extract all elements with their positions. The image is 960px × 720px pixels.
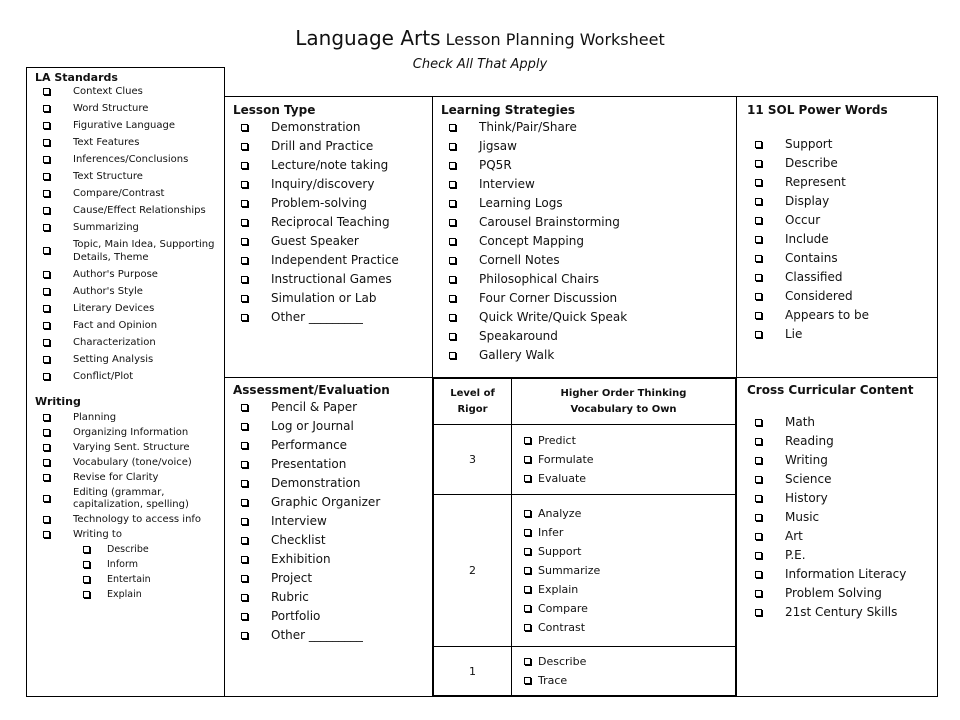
checkbox-icon[interactable] xyxy=(241,257,248,264)
checklist-item[interactable]: Compare xyxy=(512,602,735,616)
checklist-item[interactable]: Demonstration xyxy=(233,120,432,135)
checkbox-icon[interactable] xyxy=(449,200,456,207)
writing-list xyxy=(35,412,224,541)
checklist-item[interactable]: Editing (grammar, capitalization, spelling) xyxy=(35,487,224,511)
checkbox-icon[interactable] xyxy=(43,88,50,95)
la-standards-panel xyxy=(26,67,225,697)
la-standards-header: LA Standards xyxy=(35,71,118,84)
rigor-table xyxy=(433,378,736,696)
checklist-item[interactable]: Cause/Effect Relationships xyxy=(35,204,224,217)
cross-curricular-panel xyxy=(736,377,938,697)
checkbox-icon[interactable] xyxy=(241,537,248,544)
checkbox-icon[interactable] xyxy=(43,305,50,312)
checkbox-icon[interactable] xyxy=(43,459,50,466)
checkbox-icon[interactable] xyxy=(524,624,531,631)
checkbox-icon[interactable] xyxy=(755,198,762,205)
checkbox-icon[interactable] xyxy=(43,495,50,502)
checkbox-icon[interactable] xyxy=(755,293,762,300)
rigor-level-cell: 3 xyxy=(434,425,512,495)
checklist-item[interactable]: Four Corner Discussion xyxy=(441,291,736,306)
checkbox-icon[interactable] xyxy=(43,190,50,197)
checklist-item[interactable]: Writing to xyxy=(35,529,224,541)
checklist-item[interactable]: Display xyxy=(747,194,937,209)
checklist-item[interactable]: 21st Century Skills xyxy=(747,605,937,620)
checklist-item[interactable]: Support xyxy=(747,137,937,152)
checkbox-icon[interactable] xyxy=(449,162,456,169)
checkbox-icon[interactable] xyxy=(241,181,248,188)
checkbox-icon[interactable] xyxy=(43,288,50,295)
checklist-item[interactable]: P.E. xyxy=(747,548,937,563)
checkbox-icon[interactable] xyxy=(449,295,456,302)
checkbox-icon[interactable] xyxy=(524,475,531,482)
checklist-item[interactable]: Appears to be xyxy=(747,308,937,323)
checkbox-icon[interactable] xyxy=(755,533,762,540)
checkbox-icon[interactable] xyxy=(43,322,50,329)
checklist-item[interactable]: Contrast xyxy=(512,621,735,635)
checkbox-icon[interactable] xyxy=(241,442,248,449)
checkbox-icon[interactable] xyxy=(755,609,762,616)
checklist-item[interactable]: Evaluate xyxy=(512,472,735,486)
checklist-item[interactable]: Include xyxy=(747,232,937,247)
checkbox-icon[interactable] xyxy=(43,224,50,231)
checkbox-icon[interactable] xyxy=(43,356,50,363)
checklist-item[interactable]: Text Structure xyxy=(35,170,224,183)
checklist-item[interactable]: Instructional Games xyxy=(233,272,432,287)
checklist-item[interactable]: Music xyxy=(747,510,937,525)
checklist-item[interactable]: Inform xyxy=(75,559,224,570)
checkbox-icon[interactable] xyxy=(449,257,456,264)
lesson-type-header: Lesson Type xyxy=(233,103,316,117)
checklist-item[interactable]: Formulate xyxy=(512,453,735,467)
checkbox-icon[interactable] xyxy=(43,444,50,451)
checkbox-icon[interactable] xyxy=(755,217,762,224)
checkbox-icon[interactable] xyxy=(524,548,531,555)
checklist-item[interactable]: Interview xyxy=(441,177,736,192)
checklist-item[interactable]: Lie xyxy=(747,327,937,342)
checkbox-icon[interactable] xyxy=(241,613,248,620)
checklist-item[interactable]: Graphic Organizer xyxy=(233,495,432,510)
checkbox-icon[interactable] xyxy=(241,461,248,468)
checklist-item[interactable]: Explain xyxy=(512,583,735,597)
checklist-item[interactable]: Cornell Notes xyxy=(441,253,736,268)
lesson-type-list xyxy=(233,120,432,325)
checkbox-icon[interactable] xyxy=(241,276,248,283)
checklist-item[interactable]: Portfolio xyxy=(233,609,432,624)
checklist-item[interactable]: Context Clues xyxy=(35,85,224,98)
checkbox-icon[interactable] xyxy=(43,531,50,538)
checkbox-icon[interactable] xyxy=(449,333,456,340)
checklist-item[interactable]: Project xyxy=(233,571,432,586)
checklist-item[interactable]: Conflict/Plot xyxy=(35,370,224,383)
checklist-item[interactable]: Explain xyxy=(75,589,224,600)
checklist-item[interactable]: Planning xyxy=(35,412,224,424)
checklist-item[interactable]: Reciprocal Teaching xyxy=(233,215,432,230)
checklist-item[interactable]: Quick Write/Quick Speak xyxy=(441,310,736,325)
checkbox-icon[interactable] xyxy=(43,474,50,481)
assessment-header: Assessment/Evaluation xyxy=(233,383,390,397)
checklist-item[interactable]: Describe xyxy=(512,655,735,669)
checkbox-icon[interactable] xyxy=(755,141,762,148)
title-rest: Lesson Planning Worksheet xyxy=(445,30,665,49)
checklist-item[interactable]: Science xyxy=(747,472,937,487)
checkbox-icon[interactable] xyxy=(524,567,531,574)
checklist-item[interactable]: Independent Practice xyxy=(233,253,432,268)
checkbox-icon[interactable] xyxy=(83,561,90,568)
checkbox-icon[interactable] xyxy=(43,339,50,346)
checkbox-icon[interactable] xyxy=(524,437,531,444)
checklist-item[interactable]: Figurative Language xyxy=(35,119,224,132)
checklist-item[interactable]: Predict xyxy=(512,434,735,448)
checklist-item[interactable]: Lecture/note taking xyxy=(233,158,432,173)
checkbox-icon[interactable] xyxy=(524,456,531,463)
checklist-item[interactable]: Fact and Opinion xyxy=(35,319,224,332)
checkbox-icon[interactable] xyxy=(43,122,50,129)
checklist-item[interactable]: Think/Pair/Share xyxy=(441,120,736,135)
cross-curricular-header: Cross Curricular Content xyxy=(747,383,914,397)
checkbox-icon[interactable] xyxy=(43,373,50,380)
checkbox-icon[interactable] xyxy=(241,556,248,563)
learning-strategies-header: Learning Strategies xyxy=(441,103,576,117)
table-row xyxy=(434,495,736,647)
checkbox-icon[interactable] xyxy=(755,255,762,262)
checkbox-icon[interactable] xyxy=(43,139,50,146)
checklist-item[interactable]: Concept Mapping xyxy=(441,234,736,249)
writing-header: Writing xyxy=(35,395,81,408)
checkbox-icon[interactable] xyxy=(449,219,456,226)
checkbox-icon[interactable] xyxy=(43,173,50,180)
checklist-item[interactable]: Art xyxy=(747,529,937,544)
checklist-item[interactable]: Philosophical Chairs xyxy=(441,272,736,287)
checklist-item[interactable]: Gallery Walk xyxy=(441,348,736,363)
checklist-item[interactable]: Topic, Main Idea, Supporting Details, Theme xyxy=(35,238,224,264)
checkbox-icon[interactable] xyxy=(241,238,248,245)
checkbox-icon[interactable] xyxy=(524,510,531,517)
checklist-item[interactable]: Summarizing xyxy=(35,221,224,234)
checkbox-icon[interactable] xyxy=(755,552,762,559)
checklist-item[interactable]: Describe xyxy=(75,544,224,555)
checklist-item[interactable]: Contains xyxy=(747,251,937,266)
checklist-item[interactable]: Simulation or Lab xyxy=(233,291,432,306)
title-main: Language Arts xyxy=(295,26,441,50)
vocabulary-column-header: Higher Order Thinking Vocabulary to Own xyxy=(512,379,736,425)
checkbox-icon[interactable] xyxy=(755,514,762,521)
checkbox-icon[interactable] xyxy=(43,207,50,214)
checklist-item[interactable]: Text Features xyxy=(35,136,224,149)
checkbox-icon[interactable] xyxy=(83,591,90,598)
checkbox-icon[interactable] xyxy=(524,658,531,665)
checklist-item[interactable]: Information Literacy xyxy=(747,567,937,582)
checkbox-icon[interactable] xyxy=(241,295,248,302)
checkbox-icon[interactable] xyxy=(43,516,50,523)
checklist-item[interactable]: Inferences/Conclusions xyxy=(35,153,224,166)
learning-strategies-panel xyxy=(432,96,737,378)
sol-power-words-list xyxy=(747,137,937,342)
rigor-level-column-header: Level of Rigor xyxy=(434,379,512,425)
cross-curricular-list xyxy=(747,415,937,620)
checklist-item[interactable]: Summarize xyxy=(512,564,735,578)
checkbox-icon[interactable] xyxy=(43,429,50,436)
checkbox-icon[interactable] xyxy=(449,238,456,245)
writing-to-list xyxy=(35,544,224,600)
learning-strategies-list xyxy=(441,120,736,363)
checkbox-icon[interactable] xyxy=(755,571,762,578)
checkbox-icon[interactable] xyxy=(524,586,531,593)
checklist-item[interactable]: Organizing Information xyxy=(35,427,224,439)
checklist-item[interactable]: Author's Purpose xyxy=(35,268,224,281)
checklist-item[interactable]: Trace xyxy=(512,674,735,688)
rigor-level-cell: 2 xyxy=(434,495,512,647)
checklist-item[interactable]: Learning Logs xyxy=(441,196,736,211)
checklist-item[interactable]: Carousel Brainstorming xyxy=(441,215,736,230)
rigor-level-cell: 1 xyxy=(434,647,512,696)
checklist-item[interactable]: Exhibition xyxy=(233,552,432,567)
checklist-item[interactable]: Support xyxy=(512,545,735,559)
checklist-item[interactable]: Inquiry/discovery xyxy=(233,177,432,192)
checkbox-icon[interactable] xyxy=(755,236,762,243)
checklist-item[interactable]: Describe xyxy=(747,156,937,171)
checkbox-icon[interactable] xyxy=(755,495,762,502)
vocabulary-cell xyxy=(512,425,736,495)
checklist-item[interactable]: Performance xyxy=(233,438,432,453)
checkbox-icon[interactable] xyxy=(241,124,248,131)
checkbox-icon[interactable] xyxy=(241,594,248,601)
checklist-item[interactable]: Other _________ xyxy=(233,310,432,325)
checkbox-icon[interactable] xyxy=(449,143,456,150)
checkbox-icon[interactable] xyxy=(524,605,531,612)
checklist-item[interactable]: Log or Journal xyxy=(233,419,432,434)
checklist-item[interactable]: Compare/Contrast xyxy=(35,187,224,200)
table-row xyxy=(434,425,736,495)
checkbox-icon[interactable] xyxy=(449,314,456,321)
checklist-item[interactable]: Checklist xyxy=(233,533,432,548)
sol-power-words-panel xyxy=(736,96,938,378)
checkbox-icon[interactable] xyxy=(755,476,762,483)
checkbox-icon[interactable] xyxy=(755,419,762,426)
checklist-item[interactable]: Revise for Clarity xyxy=(35,472,224,484)
checkbox-icon[interactable] xyxy=(241,314,248,321)
checkbox-icon[interactable] xyxy=(241,499,248,506)
checklist-item[interactable]: Classified xyxy=(747,270,937,285)
checklist-item[interactable]: Technology to access info xyxy=(35,514,224,526)
checklist-item[interactable]: Jigsaw xyxy=(441,139,736,154)
checkbox-icon[interactable] xyxy=(755,179,762,186)
checkbox-icon[interactable] xyxy=(241,423,248,430)
checklist-item[interactable]: History xyxy=(747,491,937,506)
checklist-item[interactable]: Varying Sent. Structure xyxy=(35,442,224,454)
checklist-item[interactable]: Rubric xyxy=(233,590,432,605)
checkbox-icon[interactable] xyxy=(755,331,762,338)
checklist-item[interactable]: Interview xyxy=(233,514,432,529)
checklist-item[interactable]: PQ5R xyxy=(441,158,736,173)
checkbox-icon[interactable] xyxy=(755,312,762,319)
checklist-item[interactable]: Considered xyxy=(747,289,937,304)
page-subtitle: Check All That Apply xyxy=(412,57,548,72)
checkbox-icon[interactable] xyxy=(43,414,50,421)
vocabulary-cell xyxy=(512,495,736,647)
checkbox-icon[interactable] xyxy=(83,576,90,583)
checkbox-icon[interactable] xyxy=(524,677,531,684)
checkbox-icon[interactable] xyxy=(755,438,762,445)
checkbox-icon[interactable] xyxy=(449,124,456,131)
checkbox-icon[interactable] xyxy=(755,274,762,281)
checklist-item[interactable]: Represent xyxy=(747,175,937,190)
checklist-item[interactable]: Vocabulary (tone/voice) xyxy=(35,457,224,469)
checklist-item[interactable]: Math xyxy=(747,415,937,430)
checkbox-icon[interactable] xyxy=(755,590,762,597)
checkbox-icon[interactable] xyxy=(43,105,50,112)
checkbox-icon[interactable] xyxy=(755,160,762,167)
checklist-item[interactable]: Guest Speaker xyxy=(233,234,432,249)
la-standards-list xyxy=(35,85,224,383)
checkbox-icon[interactable] xyxy=(241,404,248,411)
checklist-item[interactable]: Entertain xyxy=(75,574,224,585)
checkbox-icon[interactable] xyxy=(241,632,248,639)
checklist-item[interactable]: Problem Solving xyxy=(747,586,937,601)
assessment-list xyxy=(233,400,432,643)
vocabulary-cell xyxy=(512,647,736,696)
assessment-panel xyxy=(224,377,433,697)
checklist-item[interactable]: Speakaround xyxy=(441,329,736,344)
checkbox-icon[interactable] xyxy=(241,200,248,207)
checklist-item[interactable]: Writing xyxy=(747,453,937,468)
checkbox-icon[interactable] xyxy=(241,162,248,169)
table-row xyxy=(434,647,736,696)
checklist-item[interactable]: Analyze xyxy=(512,507,735,521)
checkbox-icon[interactable] xyxy=(43,247,50,254)
checklist-item[interactable]: Literary Devices xyxy=(35,302,224,315)
rigor-table-panel xyxy=(432,377,737,697)
checkbox-icon[interactable] xyxy=(43,271,50,278)
checkbox-icon[interactable] xyxy=(755,457,762,464)
checklist-item[interactable]: Occur xyxy=(747,213,937,228)
checkbox-icon[interactable] xyxy=(449,352,456,359)
checklist-item[interactable]: Author's Style xyxy=(35,285,224,298)
checklist-item[interactable]: Problem-solving xyxy=(233,196,432,211)
checkbox-icon[interactable] xyxy=(241,518,248,525)
checkbox-icon[interactable] xyxy=(241,219,248,226)
checklist-item[interactable]: Word Structure xyxy=(35,102,224,115)
checklist-item[interactable]: Reading xyxy=(747,434,937,449)
checklist-item[interactable]: Drill and Practice xyxy=(233,139,432,154)
checklist-item[interactable]: Infer xyxy=(512,526,735,540)
checklist-item[interactable]: Demonstration xyxy=(233,476,432,491)
checkbox-icon[interactable] xyxy=(241,143,248,150)
checkbox-icon[interactable] xyxy=(524,529,531,536)
checklist-item[interactable]: Pencil & Paper xyxy=(233,400,432,415)
page-title xyxy=(0,26,960,50)
checkbox-icon[interactable] xyxy=(241,480,248,487)
checkbox-icon[interactable] xyxy=(449,181,456,188)
checkbox-icon[interactable] xyxy=(449,276,456,283)
sol-power-words-header: 11 SOL Power Words xyxy=(747,103,888,117)
checklist-item[interactable]: Presentation xyxy=(233,457,432,472)
checklist-item[interactable]: Characterization xyxy=(35,336,224,349)
lesson-type-panel xyxy=(224,96,433,378)
checkbox-icon[interactable] xyxy=(241,575,248,582)
checklist-item[interactable]: Other _________ xyxy=(233,628,432,643)
checklist-item[interactable]: Setting Analysis xyxy=(35,353,224,366)
checkbox-icon[interactable] xyxy=(83,546,90,553)
checkbox-icon[interactable] xyxy=(43,156,50,163)
